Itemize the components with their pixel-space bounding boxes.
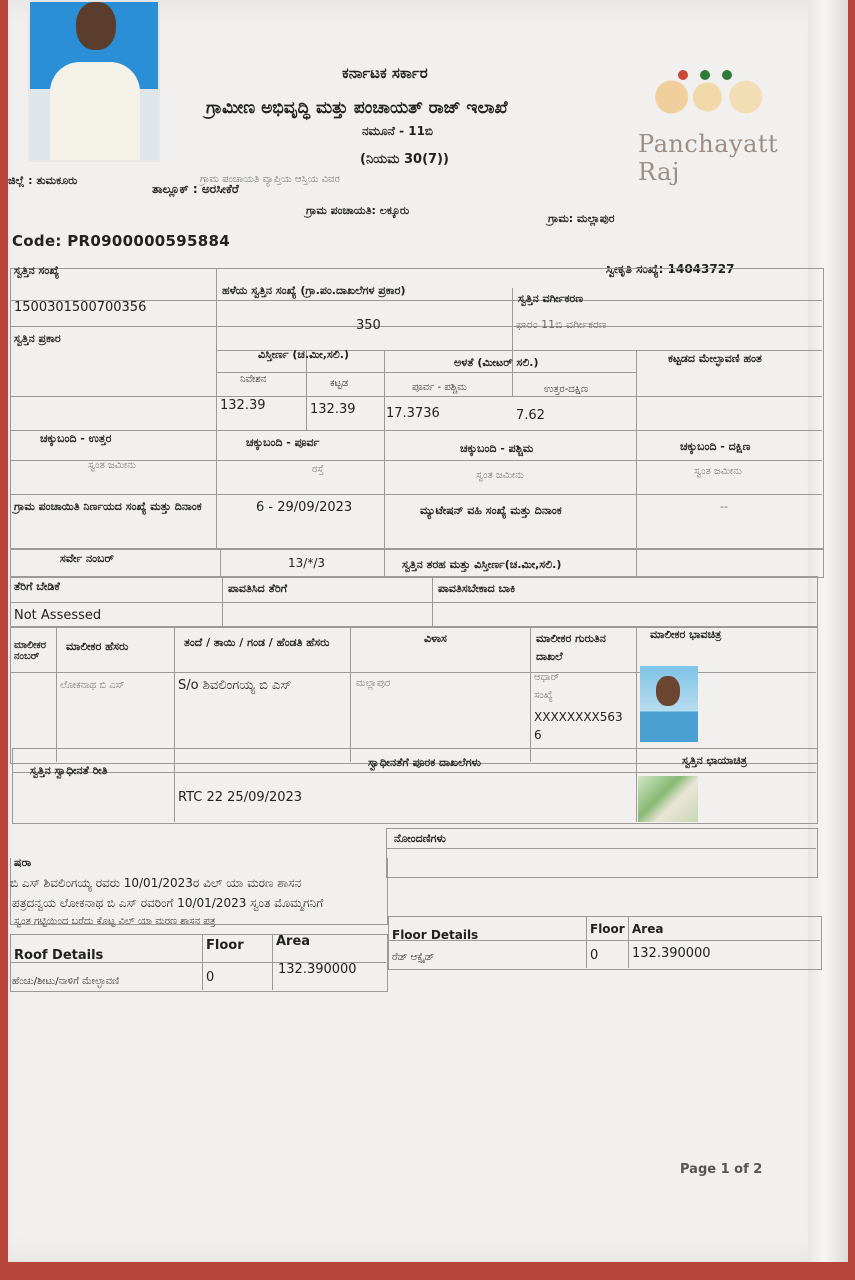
mutation-value: -- xyxy=(720,500,728,513)
survey-value: 13/*/3 xyxy=(288,556,325,570)
acquisition-docs-value: RTC 22 25/09/2023 xyxy=(178,790,303,805)
property-photo xyxy=(638,776,698,822)
tax-demand-label: ತೆರಿಗೆ ಬೇಡಿಕೆ xyxy=(14,580,60,593)
boundary-west-label: ಚಕ್ಕುಬಂದಿ - ಪಶ್ಚಿಮ xyxy=(460,442,534,455)
owner-relation-header: ತಂದೆ / ತಾಯಿ / ಗಂಡ / ಹೆಂಡತಿ ಹೆಸರು xyxy=(184,636,330,649)
resolution-value: 6 - 29/09/2023 xyxy=(256,500,353,515)
application-number: ಸ್ವೀಕೃತಿ ಸಂಖ್ಯೆ: 14043727 xyxy=(606,262,735,276)
boundary-east-value: ರಸ್ತೆ xyxy=(312,464,324,475)
mutation-label: ಮ್ಯುಟೇಷನ್ ವಹಿ ಸಂಖ್ಯೆ ಮತ್ತು ದಿನಾಂಕ xyxy=(420,504,562,517)
boundary-north-label: ಚಕ್ಕುಬಂದಿ - ಉತ್ತರ xyxy=(40,432,112,445)
floor-area-value: 132.390000 xyxy=(632,946,711,961)
floor-floor-header: Floor xyxy=(590,922,625,936)
roof-floor-header: Floor xyxy=(206,938,244,953)
remarks-line-2: ಪತ್ರದನ್ವಯ ಲೋಕನಾಥ ಬಿ ಎಸ್ ರವರಿಂಗೆ 10/01/2023 ಸ್ವಂತ ಮೊಮ್ಮಗನಿಗೆ xyxy=(12,896,324,910)
tax-status: Not Assessed xyxy=(14,608,102,623)
property-id-label: ಸ್ವತ್ತಿನ ಸಂಖ್ಯೆ xyxy=(14,264,60,277)
north-south-value: 7.62 xyxy=(516,408,545,423)
owner-id-sub: ಸಂಖ್ಯೆ xyxy=(534,690,553,701)
floor-details-title: Floor Details xyxy=(392,928,479,942)
remarks-line-1: ಬಿ ಎಸ್ ಶಿವಲಿಂಗಯ್ಯ ರವರು 10/01/2023ರ ವಿಲ್ ಯಾ ಮರಣ ಶಾಸನ xyxy=(10,876,302,890)
roof-area-header: Area xyxy=(276,934,311,949)
department-title: ಗ್ರಾಮೀಣ ಅಭಿವೃದ್ಧಿ ಮತ್ತು ಪಂಚಾಯತ್ ರಾಜ್ ಇಲಾಖೆ xyxy=(206,98,508,118)
owner-photo xyxy=(640,666,698,742)
built-area-value: 132.39 xyxy=(310,402,356,417)
building-level-label: ಕಟ್ಟಡದ ಮೇಲ್ಛಾವಣಿ ಹಂತ xyxy=(668,352,762,365)
owner-id-number: XXXXXXXX563 xyxy=(534,710,623,724)
classification-value: ಫಾರಂ 11ಬಿ ವರ್ಗೀಕರಣ xyxy=(516,318,607,331)
pr-code: Code: PR0900000595884 xyxy=(12,232,230,250)
roof-details-title: Roof Details xyxy=(14,948,104,963)
boundary-south-label: ಚಕ್ಕುಬಂದಿ - ದಕ್ಷಿಣ xyxy=(680,440,751,453)
owner-id-header: ಮಾಲೀಕರ ಗುರುತಿನ ದಾಖಲೆ xyxy=(536,632,606,663)
owner-id-type: ಆಧಾರ್ xyxy=(534,672,560,683)
boundary-west-value: ಸ್ವಂತ ಜಮೀನು xyxy=(476,470,524,481)
owner-address: ಮಲ್ಲಾಪುರ xyxy=(356,678,391,689)
north-south-label: ಉತ್ತರ-ದಕ್ಷಿಣ xyxy=(544,384,589,395)
property-id-value: 1500301500700356 xyxy=(14,300,147,315)
logo-text: Panchayatt Raj xyxy=(638,130,779,186)
site-label: ನಿವೇಶನ xyxy=(240,374,267,385)
dimensions-label: ಅಳತೆ (ಮೀಟರ್ ಸಲಿ.) xyxy=(454,356,539,369)
boundary-north-value: ಸ್ವಂತ ಜಮೀನು xyxy=(88,460,136,471)
remarks-box xyxy=(10,858,388,925)
panchayat-label: ಗ್ರಾಮ ಪಂಚಾಯತಿ: ಲಕ್ಕೂರು xyxy=(306,204,410,217)
floor-floor-value: 0 xyxy=(590,948,599,963)
form-number: ನಮೂನೆ - 11ಬಿ xyxy=(362,124,433,138)
taluk-label: ತಾಲ್ಲೂಕ್ : ಅರಸೀಕೆರೆ xyxy=(152,182,239,196)
area-label: ವಿಸ್ತೀರ್ಣ (ಚ.ಮೀ,ಸಲಿ.) xyxy=(258,348,350,361)
acquisition-docs-label: ಸ್ವಾಧೀನತೆಗೆ ಪೂರಕ ದಾಖಲೆಗಳು xyxy=(368,756,482,769)
district-label: ಜಿಲ್ಲೆ : ತುಮಕೂರು xyxy=(8,174,78,187)
panchayat-raj-logo xyxy=(638,64,779,186)
tax-paid-label: ಪಾವತಿಸಿದ ತೆರಿಗೆ xyxy=(228,582,288,595)
acquisition-mode-label: ಸ್ವತ್ತಿನ ಸ್ವಾಧೀನತೆ ರೀತಿ xyxy=(30,764,108,777)
roof-floor-value: 0 xyxy=(206,970,215,985)
owner-name: ಲೋಕನಾಥ ಬಿ ಎಸ್ xyxy=(60,680,125,691)
floor-area-header: Area xyxy=(632,922,664,936)
old-number-value: 350 xyxy=(356,318,381,333)
old-number-label: ಹಳೆಯ ಸ್ವತ್ತಿನ ಸಂಖ್ಯೆ (ಗ್ರಾ.ಪಂ.ದಾಖಲೆಗಳ ಪ್ರಕಾರ) xyxy=(222,284,406,297)
applicant-photo xyxy=(28,0,160,162)
owner-name-header: ಮಾಲೀಕರ ಹೆಸರು xyxy=(66,640,129,653)
resolution-label: ಗ್ರಾಮ ಪಂಚಾಯಿತಿ ನಿರ್ಣಯದ ಸಂಖ್ಯೆ ಮತ್ತು ದಿನಾಂಕ xyxy=(14,500,202,513)
built-label: ಕಟ್ಟಡ xyxy=(330,378,349,389)
page-number: Page 1 of 2 xyxy=(680,1162,763,1177)
boundary-south-value: ಸ್ವಂತ ಜಮೀನು xyxy=(694,466,742,477)
registrations-label: ನೋಂದಣಿಗಳು xyxy=(394,832,446,845)
floor-type: ರೆಡ್ ಆಕ್ಸೈಡ್ xyxy=(392,952,435,963)
owner-id-tail: 6 xyxy=(534,728,542,742)
owner-relation: S/o ಶಿವಲಿಂಗಯ್ಯ ಬಿ ಎಸ್ xyxy=(178,678,292,693)
survey-label: ಸರ್ವೇ ನಂಬರ್ xyxy=(60,552,114,565)
classification-label: ಸ್ವತ್ತಿನ ವರ್ಗೀಕರಣ xyxy=(518,292,584,305)
property-nature-label: ಸ್ವತ್ತಿನ ತರಹ ಮತ್ತು ವಿಸ್ತೀರ್ಣ(ಚ.ಮೀ,ಸಲಿ.) xyxy=(402,558,562,571)
east-west-label: ಪೂರ್ವ - ಪಶ್ಚಿಮ xyxy=(412,382,467,393)
remarks-label: ಷರಾ xyxy=(14,856,32,869)
registrations-box xyxy=(386,828,818,878)
owner-number-header: ಮಾಲೀಕರ ನಂಬರ್ xyxy=(14,640,47,662)
site-area-value: 132.39 xyxy=(220,398,266,413)
form-subtitle: ಗ್ರಾಮ ಪಂಚಾಯತಿ ವ್ಯಾಪ್ತಿಯ ಆಸ್ತಿಯ ವಿವರ xyxy=(200,174,340,185)
village-label: ಗ್ರಾಮ: ಮಲ್ಲಾಪುರ xyxy=(548,212,615,225)
state-govt-title: ಕರ್ನಾಟಕ ಸರ್ಕಾರ xyxy=(342,64,428,82)
owner-photo-header: ಮಾಲೀಕರ ಭಾವಚಿತ್ರ xyxy=(650,628,722,641)
boundary-east-label: ಚಕ್ಕುಬಂದಿ - ಪೂರ್ವ xyxy=(246,436,320,449)
roof-area-value: 132.390000 xyxy=(278,962,357,977)
property-type-label: ಸ್ವತ್ತಿನ ಪ್ರಕಾರ xyxy=(14,332,61,345)
remarks-line-3: ಸ್ವಂತ ಗಟ್ಟಿಯಿಂದ ಬರೆದು ಕೊಟ್ಟ ವಿಲ್ ಯಾ ಮರಣ ಶಾಸನ ಪತ್ರ xyxy=(14,916,216,927)
east-west-value: 17.3736 xyxy=(386,406,440,421)
tax-due-label: ಪಾವತಿಸಬೇಕಾದ ಬಾಕಿ xyxy=(438,582,516,595)
property-photo-label: ಸ್ವತ್ತಿನ ಛಾಯಾಚಿತ್ರ xyxy=(682,754,747,767)
owner-address-header: ವಿಳಾಸ xyxy=(424,632,447,645)
rule-number: (ನಿಯಮ 30(7)) xyxy=(360,152,449,167)
roof-type: ಹೆಂಚು/ಶೀಟು/ನಾಳಿಗೆ ಮೇಲ್ಛಾವಣಿ xyxy=(12,976,120,987)
